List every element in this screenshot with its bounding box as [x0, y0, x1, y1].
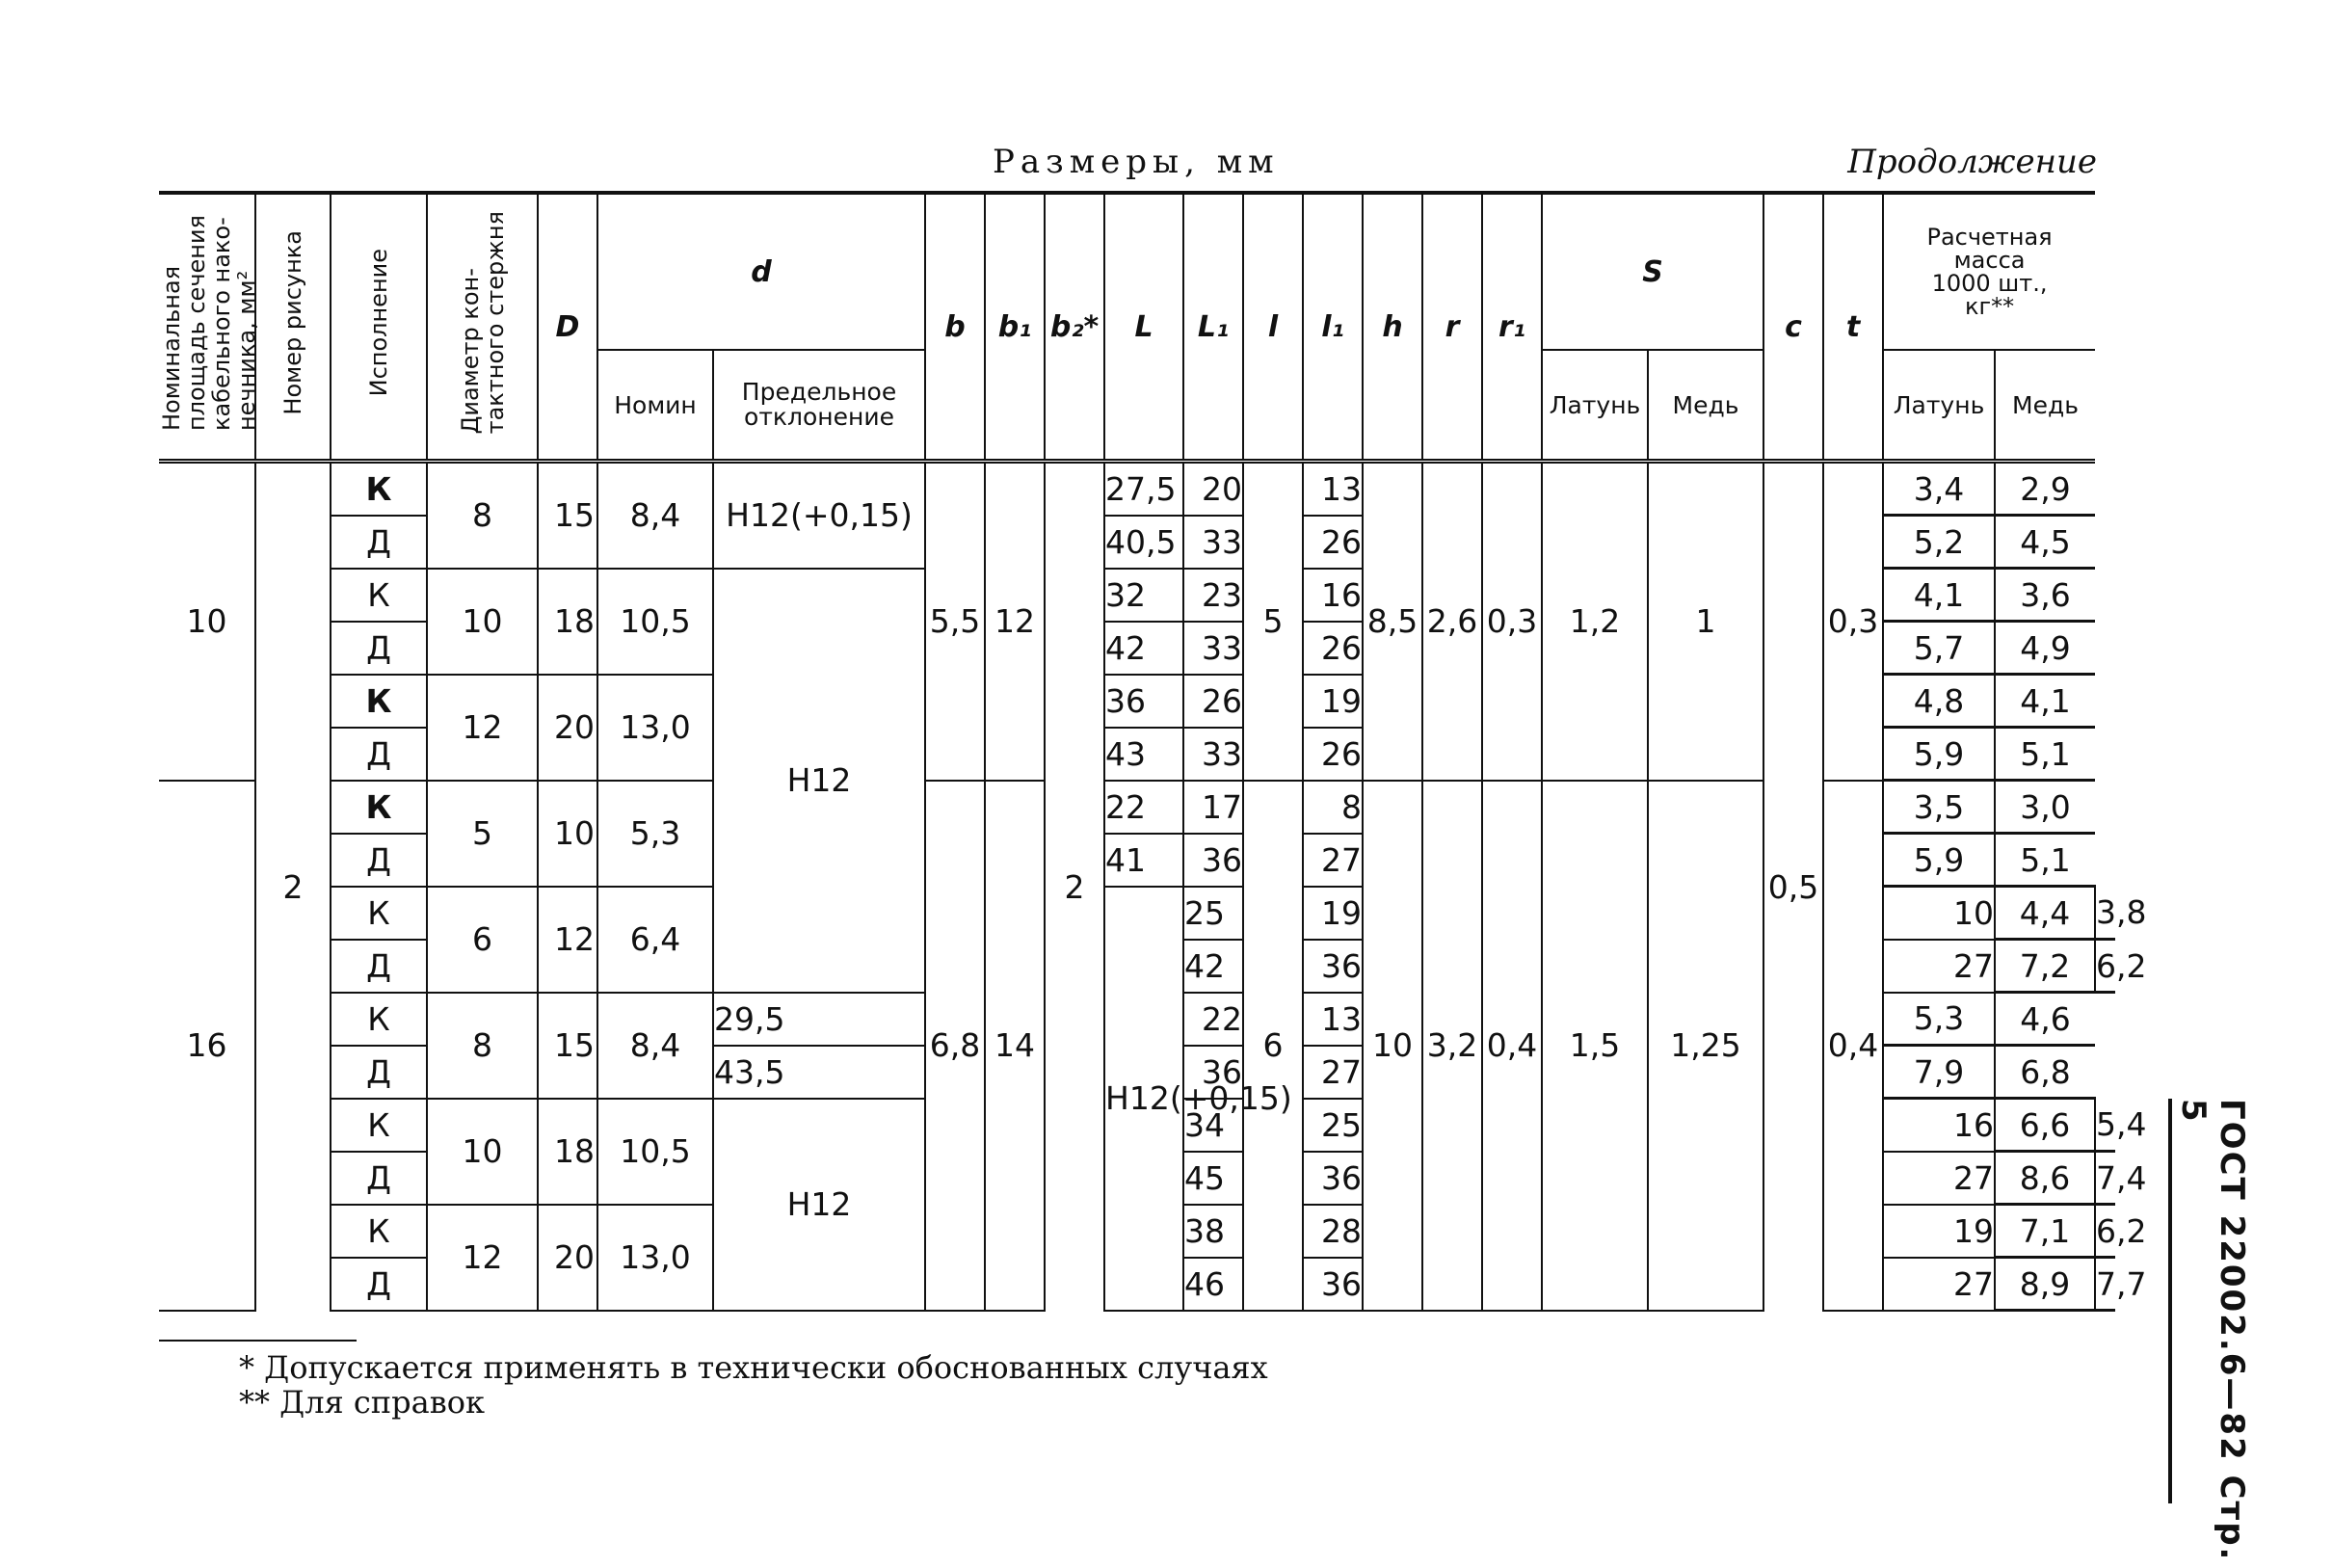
- dimensions-caption: Размеры, мм: [993, 143, 1280, 181]
- mass-copper-cell: 5,4: [2095, 1099, 2115, 1152]
- b1-cell: 12: [985, 462, 1045, 781]
- D-cell: 20: [538, 675, 597, 781]
- S-copper-cell: 1: [1648, 462, 1763, 781]
- L1-cell: 33: [1183, 728, 1243, 781]
- mass-brass-cell: 5,9: [1883, 834, 1995, 887]
- mass-brass-cell: 3,4: [1883, 462, 1995, 516]
- l1-cell: 19: [1883, 1205, 1995, 1258]
- l1-cell: 16: [1883, 1099, 1995, 1152]
- l-cell: 6: [1243, 781, 1303, 1311]
- mass-brass-cell: 5,7: [1883, 622, 1995, 675]
- mass-copper-cell: 7,4: [2095, 1152, 2115, 1205]
- header-l1: l₁: [1303, 193, 1363, 462]
- mass-brass-cell: 4,8: [1883, 675, 1995, 728]
- mass-brass-cell: 7,1: [1995, 1205, 2095, 1258]
- l1-cell: 10: [1883, 887, 1995, 940]
- header-rod-diameter: Диаметр кон- тактного стержня: [427, 193, 538, 462]
- d-nominal-cell: 5,3: [597, 781, 713, 887]
- L-cell: 22: [1104, 781, 1183, 834]
- mass-brass-cell: 5,3: [1883, 993, 1995, 1046]
- header-figure-number: Номер рисунка: [255, 193, 331, 462]
- mass-copper-cell: 6,2: [2095, 1205, 2115, 1258]
- S-brass-cell: 1,2: [1542, 462, 1648, 781]
- mass-brass-cell: 7,9: [1883, 1046, 1995, 1099]
- header-S-copper: Медь: [1648, 350, 1763, 462]
- mass-copper-cell: 3,0: [1995, 781, 2095, 834]
- S-brass-cell: 1,5: [1542, 781, 1648, 1311]
- b-cell: 5,5: [925, 462, 985, 781]
- S-copper-cell: 1,25: [1648, 781, 1763, 1311]
- header-r1: r₁: [1482, 193, 1542, 462]
- L1-cell: 20: [1183, 462, 1243, 516]
- mass-copper-cell: 4,5: [1995, 516, 2095, 569]
- L1-cell: 26: [1183, 675, 1243, 728]
- d-nominal-cell: 6,4: [597, 887, 713, 993]
- L1-cell: 33: [1183, 516, 1243, 569]
- h-cell: 8,5: [1363, 462, 1422, 781]
- r1-cell: 0,3: [1482, 462, 1542, 781]
- l1-cell: 26: [1303, 516, 1363, 569]
- d-tolerance-cell: H12(+0,15): [1104, 887, 1183, 1311]
- mass-copper-cell: 3,8: [2095, 887, 2115, 940]
- mass-copper-cell: 2,9: [1995, 462, 2095, 516]
- mass-copper-cell: 3,6: [1995, 569, 2095, 622]
- rod-diameter-cell: 8: [427, 993, 538, 1099]
- rod-diameter-cell: 12: [427, 675, 538, 781]
- L-cell: 40,5: [1104, 516, 1183, 569]
- L-cell: 46: [1183, 1258, 1243, 1311]
- page-side-title: ГОСТ 22002.6—82 Стр. 5: [2174, 1099, 2251, 1562]
- L-cell: 43: [1104, 728, 1183, 781]
- footnote-rule: [159, 1340, 357, 1342]
- variant-cell: К: [331, 781, 427, 834]
- header-S-brass: Латунь: [1542, 350, 1648, 462]
- side-rule: [2168, 1099, 2172, 1503]
- mass-copper-cell: 4,1: [1995, 675, 2095, 728]
- variant-cell: К: [331, 462, 427, 516]
- rod-diameter-cell: 10: [427, 1099, 538, 1205]
- b-cell: 6,8: [925, 781, 985, 1311]
- L-cell: 42: [1183, 940, 1243, 993]
- variant-cell: Д: [331, 834, 427, 887]
- L1-cell: 25: [1303, 1099, 1363, 1152]
- mass-brass-cell: 3,5: [1883, 781, 1995, 834]
- header-mass: Расчетная масса 1000 шт., кг**: [1883, 193, 2095, 350]
- footnote-1: * Допускается применять в технически обоснованных случаях: [239, 1349, 1268, 1386]
- r-cell: 2,6: [1422, 462, 1482, 781]
- header-L1: L₁: [1183, 193, 1243, 462]
- mass-brass-cell: 6,6: [1995, 1099, 2095, 1152]
- nominal-section-cell: 10: [159, 462, 255, 781]
- L-cell: 38: [1183, 1205, 1243, 1258]
- variant-cell: Д: [331, 1258, 427, 1311]
- d-nominal-cell: 13,0: [597, 1205, 713, 1311]
- variant-cell: Д: [331, 622, 427, 675]
- l1-cell: 27: [1303, 1046, 1363, 1099]
- header-variant: Исполнение: [331, 193, 427, 462]
- header-d: d: [597, 193, 925, 350]
- header-d-tolerance: Предельное отклонение: [713, 350, 925, 462]
- L-cell: 43,5: [713, 1046, 925, 1099]
- l1-cell: 27: [1883, 940, 1995, 993]
- continuation-label: Продолжение: [1847, 143, 2097, 181]
- r-cell: 3,2: [1422, 781, 1482, 1311]
- header-L: L: [1104, 193, 1183, 462]
- variant-cell: К: [331, 675, 427, 728]
- l1-cell: 8: [1303, 781, 1363, 834]
- header-S: S: [1542, 193, 1763, 350]
- l1-cell: 26: [1303, 728, 1363, 781]
- mass-copper-cell: 5,1: [1995, 728, 2095, 781]
- mass-brass-cell: 5,9: [1883, 728, 1995, 781]
- d-nominal-cell: 10,5: [597, 569, 713, 675]
- L-cell: 41: [1104, 834, 1183, 887]
- b1-cell: 14: [985, 781, 1045, 1311]
- l1-cell: 27: [1883, 1152, 1995, 1205]
- D-cell: 18: [538, 569, 597, 675]
- header-c: c: [1763, 193, 1823, 462]
- L-cell: 25: [1183, 887, 1243, 940]
- d-tolerance-cell: H12: [713, 1099, 925, 1311]
- l1-cell: 19: [1303, 675, 1363, 728]
- d-nominal-cell: 13,0: [597, 675, 713, 781]
- variant-cell: Д: [331, 940, 427, 993]
- header-t: t: [1823, 193, 1883, 462]
- nominal-section-cell: 16: [159, 781, 255, 1311]
- L-cell: 32: [1104, 569, 1183, 622]
- L1-cell: 36: [1303, 1258, 1363, 1311]
- L-cell: 42: [1104, 622, 1183, 675]
- l1-cell: 27: [1883, 1258, 1995, 1311]
- footnote-2: ** Для справок: [239, 1384, 485, 1421]
- t-cell: 0,3: [1823, 462, 1883, 781]
- d-nominal-cell: 8,4: [597, 462, 713, 569]
- L-cell: 34: [1183, 1099, 1243, 1152]
- rod-diameter-cell: 12: [427, 1205, 538, 1311]
- l1-cell: 13: [1303, 462, 1363, 516]
- L1-cell: 36: [1183, 1046, 1243, 1099]
- L-cell: 45: [1183, 1152, 1243, 1205]
- L1-cell: 17: [1183, 781, 1243, 834]
- l1-cell: 26: [1303, 622, 1363, 675]
- variant-cell: К: [331, 1099, 427, 1152]
- D-cell: 12: [538, 887, 597, 993]
- l-cell: 5: [1243, 462, 1303, 781]
- L1-cell: 28: [1303, 1205, 1363, 1258]
- table-body: [159, 462, 2147, 1311]
- header-b: b: [925, 193, 985, 462]
- L-cell: 36: [1104, 675, 1183, 728]
- header-d-nominal: Номин: [597, 350, 713, 462]
- mass-copper-cell: 4,9: [1995, 622, 2095, 675]
- dimensions-table: [158, 191, 2147, 1312]
- header-r: r: [1422, 193, 1482, 462]
- l1-cell: 27: [1303, 834, 1363, 887]
- mass-brass-cell: 7,2: [1995, 940, 2095, 993]
- variant-cell: Д: [331, 728, 427, 781]
- mass-brass-cell: 5,2: [1883, 516, 1995, 569]
- l1-cell: 13: [1303, 993, 1363, 1046]
- header-nominal-section: Номинальная площадь сечения кабельного нако- нечника, мм²: [159, 193, 255, 462]
- variant-cell: Д: [331, 1152, 427, 1205]
- L1-cell: 33: [1183, 622, 1243, 675]
- mass-brass-cell: 4,1: [1883, 569, 1995, 622]
- header-l: l: [1243, 193, 1303, 462]
- l1-cell: 16: [1303, 569, 1363, 622]
- d-tolerance-cell: H12(+0,15): [713, 462, 925, 569]
- D-cell: 18: [538, 1099, 597, 1205]
- L1-cell: 22: [1183, 993, 1243, 1046]
- d-tolerance-cell: H12: [713, 569, 925, 993]
- r1-cell: 0,4: [1482, 781, 1542, 1311]
- d-nominal-cell: 10,5: [597, 1099, 713, 1205]
- c-cell: 0,5: [1763, 462, 1823, 1311]
- variant-cell: Д: [331, 1046, 427, 1099]
- L1-cell: 36: [1183, 834, 1243, 887]
- D-cell: 20: [538, 1205, 597, 1311]
- L-cell: 29,5: [713, 993, 925, 1046]
- L1-cell: 23: [1183, 569, 1243, 622]
- header-mass-copper: Медь: [1995, 350, 2095, 462]
- mass-copper-cell: 4,6: [1995, 993, 2095, 1046]
- mass-copper-cell: 7,7: [2095, 1258, 2115, 1311]
- header-b2: b₂*: [1045, 193, 1104, 462]
- L1-cell: 36: [1303, 1152, 1363, 1205]
- variant-cell: Д: [331, 516, 427, 569]
- rod-diameter-cell: 5: [427, 781, 538, 887]
- mass-copper-cell: 6,2: [2095, 940, 2115, 993]
- variant-cell: К: [331, 993, 427, 1046]
- rod-diameter-cell: 8: [427, 462, 538, 569]
- header-b1: b₁: [985, 193, 1045, 462]
- d-nominal-cell: 8,4: [597, 993, 713, 1099]
- rod-diameter-cell: 6: [427, 887, 538, 993]
- variant-cell: К: [331, 569, 427, 622]
- mass-copper-cell: 5,1: [1995, 834, 2095, 887]
- variant-cell: К: [331, 1205, 427, 1258]
- L1-cell: 36: [1303, 940, 1363, 993]
- D-cell: 15: [538, 462, 597, 569]
- h-cell: 10: [1363, 781, 1422, 1311]
- mass-brass-cell: 4,4: [1995, 887, 2095, 940]
- mass-brass-cell: 8,9: [1995, 1258, 2095, 1311]
- header-h: h: [1363, 193, 1422, 462]
- D-cell: 10: [538, 781, 597, 887]
- figure-number-cell: 2: [255, 462, 331, 1311]
- mass-brass-cell: 8,6: [1995, 1152, 2095, 1205]
- rod-diameter-cell: 10: [427, 569, 538, 675]
- table-row: [159, 462, 2115, 516]
- header-mass-brass: Латунь: [1883, 350, 1995, 462]
- L1-cell: 19: [1303, 887, 1363, 940]
- header-D: D: [538, 193, 597, 462]
- D-cell: 15: [538, 993, 597, 1099]
- t-cell: 0,4: [1823, 781, 1883, 1311]
- b2-cell: 2: [1045, 462, 1104, 1311]
- variant-cell: К: [331, 887, 427, 940]
- mass-copper-cell: 6,8: [1995, 1046, 2095, 1099]
- L-cell: 27,5: [1104, 462, 1183, 516]
